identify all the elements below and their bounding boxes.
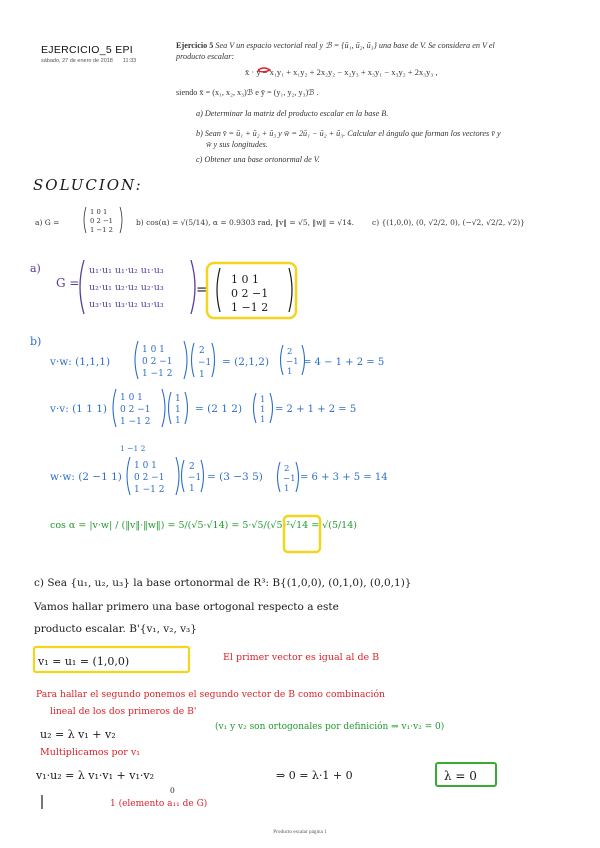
part-a-result-row-2: 0 2 −1 [231, 287, 269, 300]
part-b-vw-vec2-2: −1 [286, 357, 299, 367]
part-a-entry-row-3: u₃·u₁ u₃·u₂ u₃·u₃ [89, 299, 164, 310]
part-b-ww-vec2-3: 1 [284, 484, 290, 494]
part-c-zero: 0 [170, 786, 175, 795]
part-b-vw-mat-3: 1 −1 2 [142, 369, 173, 379]
part-a-entry-row-1: u₁·u₁ u₁·u₂ u₁·u₃ [89, 265, 164, 276]
part-c-green-1: (v₁ y v₂ son ortogonales por definición ⇒ v₁·v₂ = 0) [215, 722, 445, 732]
exercise-part-c: c) Obtener una base ortonormal de V. [196, 155, 320, 164]
part-b-vw-vec-1: 2 [199, 346, 205, 356]
part-c-work [33, 577, 411, 635]
part-b-ww-vec-2: −1 [188, 473, 202, 483]
part-b-ww-mat-1: 1 0 1 [134, 461, 157, 471]
part-b-vv-vec-1: 1 [175, 394, 181, 404]
part-b-vv-vec-2: 1 [175, 405, 181, 415]
part-b-ww-mat-2: 0 2 −1 [134, 473, 165, 483]
part-a-result-row-1: 1 0 1 [231, 273, 259, 286]
part-c-lambda: λ = 0 [444, 769, 477, 783]
part-b-vv-vec2-3: 1 [260, 415, 266, 425]
exercise-formula: x̄ · ȳ = x₁y₁ + x₁y₂ + 2x₂y₂ − x₂y₃ + x₃y₁ − x₃y₂ + 2x₃y₃ , [245, 67, 438, 77]
part-a-label: a) [30, 262, 41, 275]
part-b-vw: v·w: (1,1,1) [50, 356, 111, 368]
exercise-statement-1: Sea V un espacio vectorial real y ℬ = {ū₁, ū₂, ū₃} una base de V. Se considera en V el [215, 41, 495, 50]
part-b-vv: v·v: (1 1 1) [50, 403, 107, 415]
part-b-cos: cos α = |v·w| / (‖v‖·‖w‖) = 5/(√5·√14) = 5·√5/(√5)²√14 = √(5/14) [50, 520, 357, 531]
note-time: 11:33 [122, 58, 137, 64]
part-b-vw-vec-3: 1 [199, 370, 205, 380]
note-title: EJERCICIO_5 EPI [41, 44, 134, 56]
part-c-v1: v₁ = u₁ = (1,0,0) [38, 655, 130, 668]
exercise-part-b-1: b) Sean v̄ = ū₁ + ū₂ + ū₃ y w̄ = 2ū₁ − ū₂ + ū₃. Calcular el ángulo que forman los vectores v̄ y [196, 129, 501, 138]
part-a-entry-row-2: u₂·u₁ u₂·u₂ u₂·u₃ [89, 282, 164, 293]
part-c-red-1: El primer vector es igual al de B [223, 652, 380, 663]
part-b-vv-value: = 2 + 1 + 2 = 5 [275, 404, 357, 415]
part-b-vw-vec2-3: 1 [287, 367, 293, 377]
part-b-vv-vec-3: 1 [175, 416, 181, 426]
part-a-result-row-3: 1 −1 2 [231, 301, 269, 314]
part-b-ww-vec2-2: −1 [283, 474, 296, 484]
page-footer: Producto escalar página 1 [273, 829, 327, 835]
part-b-label: b) [30, 335, 42, 348]
part-b-vw-vec-2: −1 [198, 358, 212, 368]
part-b-vw-mat-1: 1 0 1 [142, 345, 165, 355]
part-c-implication: ⇒ 0 = λ·1 + 0 [276, 769, 353, 782]
exercise-part-b-2: w̄ y sus longitudes. [206, 140, 268, 149]
part-b-ww-vec-3: 1 [189, 484, 195, 494]
answer-a-row-1: 1 0 1 [90, 208, 108, 216]
part-c-green-2: Multiplicamos por v₁ [40, 747, 141, 758]
part-b-ww-vec2-1: 2 [284, 464, 290, 474]
part-b-ww-result: = (3 −3 5) [207, 471, 263, 483]
part-a-result-matrix [217, 268, 292, 314]
answer-a-row-3: 1 −1 2 [90, 226, 113, 234]
answer-a-row-2: 0 2 −1 [90, 217, 113, 225]
part-b-ww: w·w: (2 −1 1) [50, 471, 122, 483]
part-b-vv-mat-1: 1 0 1 [120, 393, 143, 403]
part-b-vw-mat-2: 0 2 −1 [142, 357, 173, 367]
answer-a-matrix [84, 207, 122, 234]
exercise-statement-2: producto escalar: [176, 52, 235, 61]
part-b-vv-vec2-1: 1 [260, 395, 266, 405]
part-c-line-1: c) Sea {u₁, u₂, u₃} la base ortonormal de R³: B{(1,0,0), (0,1,0), (0,0,1)} [34, 577, 412, 589]
part-c-line-3: producto escalar. B'{v₁, v₂, v₃} [34, 623, 197, 635]
part-c-red-2: Para hallar el segundo ponemos el segundo vector de B como combinación [36, 689, 385, 700]
part-b-ww-top: 1 −1 2 [120, 444, 146, 453]
answer-b: b) cos(α) = √(5/14), α = 0.9303 rad, ‖v‖ = √5, ‖w‖ = √14. [136, 218, 355, 227]
part-c-line-2: Vamos hallar primero una base ortogonal respecto a este [34, 601, 339, 613]
part-b-vw-result: = (2,1,2) [222, 356, 270, 368]
part-b-vv-result: = (2 1 2) [195, 403, 243, 415]
answer-a-label: a) G = [35, 218, 60, 227]
part-b-vv-vec2-2: 1 [260, 405, 266, 415]
part-b-vv-mat-2: 0 2 −1 [120, 405, 151, 415]
part-a-equals: = [196, 282, 208, 298]
exercise-siendo: siendo x̄ = (x₁, x₂, x₃)ℬ e ȳ = (y₁, y₂, y₃)ℬ . [176, 88, 319, 97]
part-c-eq: v₁·u₂ = λ v₁·v₁ + v₁·v₂ [36, 769, 154, 782]
answer-c: c) {(1,0,0), (0, √2/2, 0), (−√2, √2/2, √2)} [372, 218, 525, 227]
part-b-vw-value: = 4 − 1 + 2 = 5 [303, 357, 385, 368]
solution-heading: SOLUCION: [33, 176, 143, 194]
part-b-ww-value: = 6 + 3 + 5 = 14 [300, 472, 388, 483]
exercise-part-a: a) Determinar la matriz del producto escalar en la base B. [196, 109, 389, 118]
part-b-work [30, 335, 388, 495]
part-c-note: 1 (elemento a₁₁ de G) [110, 799, 208, 809]
part-b-ww-mat-3: 1 −1 2 [134, 485, 165, 495]
part-b-vv-mat-3: 1 −1 2 [120, 417, 151, 427]
note-date-text: sábado, 27 de enero de 2018 [41, 58, 113, 64]
part-c-red-3: lineal de los dos primeros de B' [50, 706, 197, 717]
part-c-u2: u₂ = λ v₁ + v₂ [40, 728, 116, 741]
part-b-ww-vec-1: 2 [189, 462, 195, 472]
red-strike-mark [258, 68, 270, 72]
part-a-G: G = [56, 276, 80, 290]
exercise-heading: Ejercicio 5 [176, 41, 214, 50]
part-b-vw-vec2-1: 2 [287, 347, 293, 357]
part-a-work [30, 260, 195, 314]
